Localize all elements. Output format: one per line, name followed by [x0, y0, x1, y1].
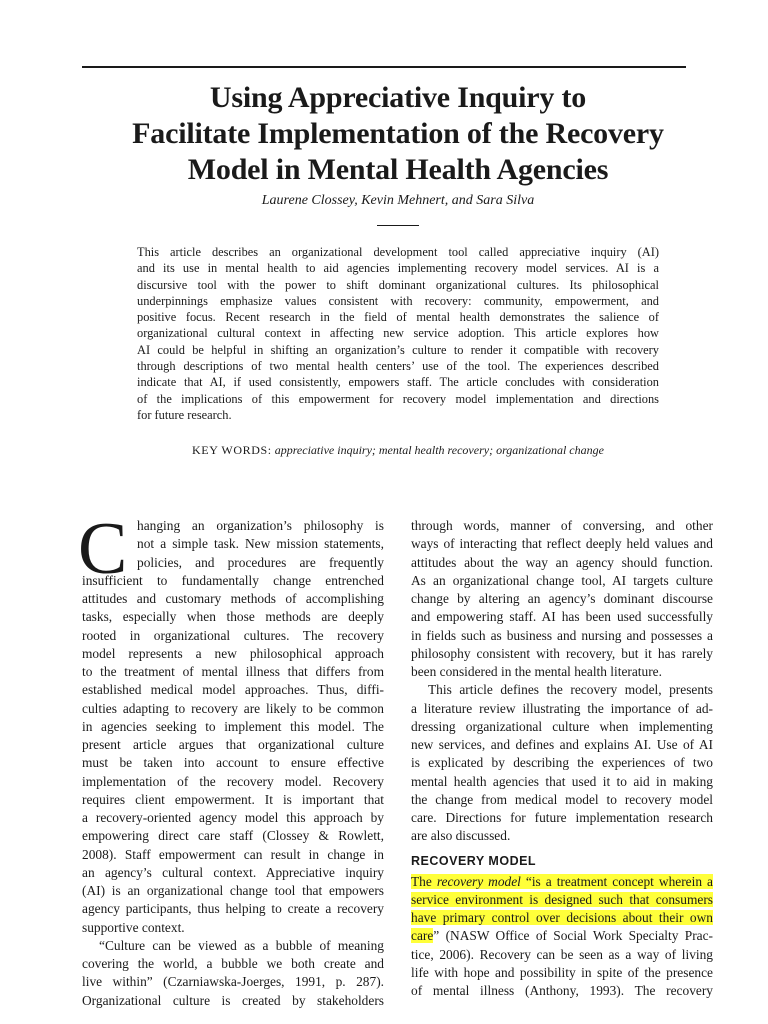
body-text: ” (NASW Office of Social Work Specialty Prac-	[433, 928, 713, 944]
body-line: new services, and defines and explains AI. Use of AI	[411, 737, 713, 752]
body-line: supportive context.	[82, 919, 185, 935]
body-line: an agency’s cultural context. Appreciative inquiry	[82, 864, 384, 880]
body-line: philosophy consistent with recovery, but it has rarely	[411, 645, 713, 661]
abstract-line: for future research.	[137, 407, 232, 422]
body-line: attitudes about the way an agency should function.	[411, 554, 713, 570]
body-line: life with hope and possibility in spite of the presence	[411, 964, 713, 980]
body-line: mental health agencies that used it to aid in making	[411, 773, 713, 789]
body-line: model represents a new philosophical approach	[82, 645, 384, 661]
body-line: attitudes and customary methods of accomplishing	[82, 591, 384, 606]
body-line: agency participants, thus helping to create a recovery	[82, 901, 384, 917]
key-words-list: appreciative inquiry; mental health recovery; organizational change	[274, 443, 604, 457]
body-line: in fields such as business and nursing and possesses a	[411, 627, 713, 643]
body-line: As an organizational change tool, AI targets culture	[411, 572, 713, 588]
body-line: care. Directions for future implementation research	[411, 810, 713, 825]
body-line: change by altering an agency’s dominant discourse	[411, 591, 713, 606]
body-line: ways of interacting that reflect deeply held values and	[411, 536, 713, 552]
body-line: present article argues that organizational culture	[82, 737, 384, 752]
body-line: culties adapting to recovery are likely to be common	[82, 700, 384, 716]
body-line: (AI) is an organizational change tool that empowers	[82, 883, 384, 898]
top-rule	[82, 66, 686, 68]
article-title	[40, 80, 756, 188]
body-line: the change from medical model to recovery model	[411, 791, 713, 807]
title-line-3: Model in Mental Health Agencies	[187, 153, 609, 186]
abstract-line: of the implications of this empowerment for recovery model implementation and directions	[137, 391, 659, 406]
body-line: covering the world, a bubble we both create and	[82, 956, 384, 971]
highlighted-line	[411, 891, 713, 909]
drop-cap: C	[78, 508, 128, 590]
body-text: “is a treatment concept wherein a	[520, 873, 713, 889]
body-text: The	[411, 873, 437, 889]
abstract-line: organizational cultural context in affecting new service adoption. This article explores how	[137, 326, 659, 341]
body-line: established medical model approaches. Thus, diffi-	[82, 682, 384, 698]
body-line: tasks, especially when those methods are deeply	[82, 609, 384, 625]
authors: Laurene Clossey, Kevin Mehnert, and Sara Silva	[261, 193, 535, 208]
highlight-text: service environment is designed such that consumers	[411, 891, 713, 907]
highlight-text	[411, 874, 713, 889]
section-heading: RECOVERY MODEL	[411, 853, 537, 868]
body-line: to the treatment of mental illness that differs from	[82, 664, 384, 679]
body-line: insufficient to fundamentally change entrenched	[82, 572, 384, 588]
body-line: tice, 2006). Recovery can be seen as a way of living	[411, 946, 713, 962]
body-line: a literature review illustrating the importance of ad-	[411, 700, 713, 716]
abstract-line: indicate that AI, if used consistently, empowers staff. The article concludes with consideration	[137, 375, 659, 390]
right-column	[411, 517, 713, 1000]
body-line: implementation of the recovery model. Recovery	[82, 773, 384, 789]
body-line: a recovery-oriented agency model this approach by	[82, 810, 384, 825]
abstract-line: through descriptions of two mental health centers’ use of the tool. The experiences described	[137, 359, 659, 374]
body-line: Organizational culture is created by stakeholders	[82, 992, 384, 1008]
abstract-line: This article describes an organizational development tool called appreciative inquiry (AI)	[137, 245, 659, 259]
key-words	[40, 442, 756, 458]
body-line: requires client empowerment. It is important that	[82, 791, 384, 807]
body-line: This article defines the recovery model, presents	[428, 682, 713, 698]
body-line	[411, 927, 713, 945]
body-line: of mental illness (Anthony, 1993). The recovery	[411, 983, 713, 998]
abstract-line: and its use in mental health to aid agencies implementing recovery model services. AI is a	[137, 261, 659, 276]
abstract	[137, 244, 659, 423]
title-line-2: Facilitate Implementation of the Recovery	[132, 117, 664, 150]
title-line-1: Using Appreciative Inquiry to	[209, 81, 587, 114]
abstract-line: discursive tool with the power to shift dominant organizational cultures. Its philosophical	[137, 277, 659, 292]
body-line: in agencies seeking to implement this model. The	[82, 718, 384, 734]
body-line: empowering direct care staff (Clossey & Rowlett,	[82, 828, 384, 844]
body-line: and empowering staff. AI has been used successfully	[411, 609, 713, 625]
body-line: live within” (Czarniawska-Joerges, 1991, p. 287).	[82, 974, 384, 990]
body-line: through words, manner of conversing, and other	[411, 518, 713, 533]
body-line: rooted in organizational cultures. The recovery	[82, 627, 384, 643]
body-line: hanging an organization’s philosophy is	[137, 518, 384, 533]
highlight-text: care	[411, 928, 434, 944]
author-rule	[377, 225, 419, 226]
key-words-label: KEY WORDS:	[192, 443, 272, 457]
abstract-line: underpinnings emphasize values consistent with recovery: community, empowerment, and	[137, 293, 659, 308]
highlighted-line	[411, 873, 713, 891]
body-line: policies, and procedures are frequently	[137, 554, 384, 570]
body-line: 2008). Staff empowerment can result in change in	[82, 846, 384, 862]
highlight-text: have primary control over decisions about their own	[411, 910, 713, 925]
left-column	[78, 508, 384, 1010]
italic-term: recovery model	[436, 873, 521, 889]
body-line: must be taken into account to ensure effective	[82, 755, 384, 771]
body-line: dressing organizational culture when implementing	[411, 718, 713, 734]
abstract-line: AI could be helpful in shifting an organization’s culture to render it compatible with recovery	[137, 342, 659, 357]
body-line: not a simple task. New mission statements,	[137, 536, 384, 552]
body-line: been considered in the mental health literature.	[411, 664, 662, 679]
body-line: is explicated by describing the experiences of two	[411, 755, 713, 771]
abstract-line: positive focus. Recent research in the field of mental health demonstrates the salience of	[137, 310, 659, 325]
body-line: “Culture can be viewed as a bubble of meaning	[99, 937, 384, 953]
body-line: are also discussed.	[411, 828, 511, 844]
highlighted-line	[411, 909, 713, 927]
